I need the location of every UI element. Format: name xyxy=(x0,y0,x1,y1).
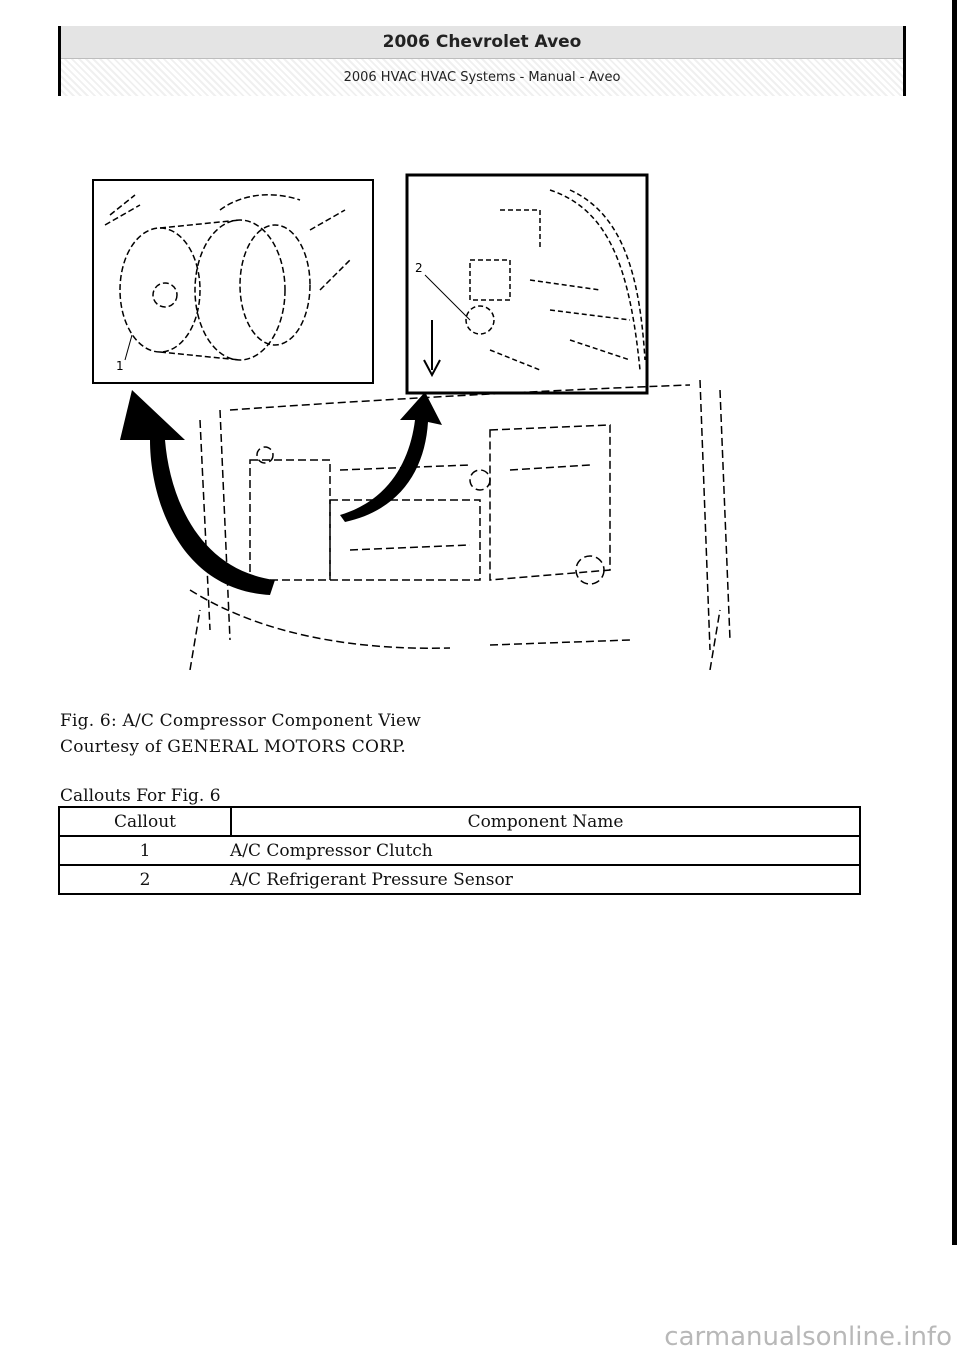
table-row xyxy=(59,865,860,894)
site-watermark: carmanualsonline.info xyxy=(664,1322,952,1352)
figure-credit: Courtesy of GENERAL MOTORS CORP. xyxy=(60,737,406,757)
pressure-sensor-inset xyxy=(407,175,647,393)
page-edge-rule xyxy=(952,0,957,1245)
callouts-title: Callouts For Fig. 6 xyxy=(60,786,221,806)
table-header-row xyxy=(59,807,860,836)
column-header-component-name: Component Name xyxy=(231,807,860,836)
column-header-callout: Callout xyxy=(59,807,231,836)
table-row-cell xyxy=(59,836,860,865)
callout-number: 2 xyxy=(139,869,151,890)
table-row xyxy=(59,836,860,865)
engine-bay-drawing xyxy=(190,380,730,670)
figure-caption: Fig. 6: A/C Compressor Component View xyxy=(60,711,422,731)
page-header xyxy=(58,26,906,96)
arrow-to-sensor xyxy=(340,392,442,522)
callout-1-label: 1 xyxy=(116,359,124,373)
compressor-clutch-inset xyxy=(93,180,373,383)
arrow-to-compressor xyxy=(120,390,275,595)
table-row-cell xyxy=(59,865,860,894)
component-name: A/C Refrigerant Pressure Sensor xyxy=(230,869,513,890)
document-subtitle: 2006 HVAC HVAC Systems - Manual - Aveo xyxy=(61,59,903,96)
compressor-figure xyxy=(70,170,750,670)
document-title: 2006 Chevrolet Aveo xyxy=(61,26,903,59)
callouts-table xyxy=(58,806,861,895)
callout-2-label: 2 xyxy=(415,261,423,275)
callout-number: 1 xyxy=(139,840,151,861)
component-name: A/C Compressor Clutch xyxy=(230,840,433,861)
